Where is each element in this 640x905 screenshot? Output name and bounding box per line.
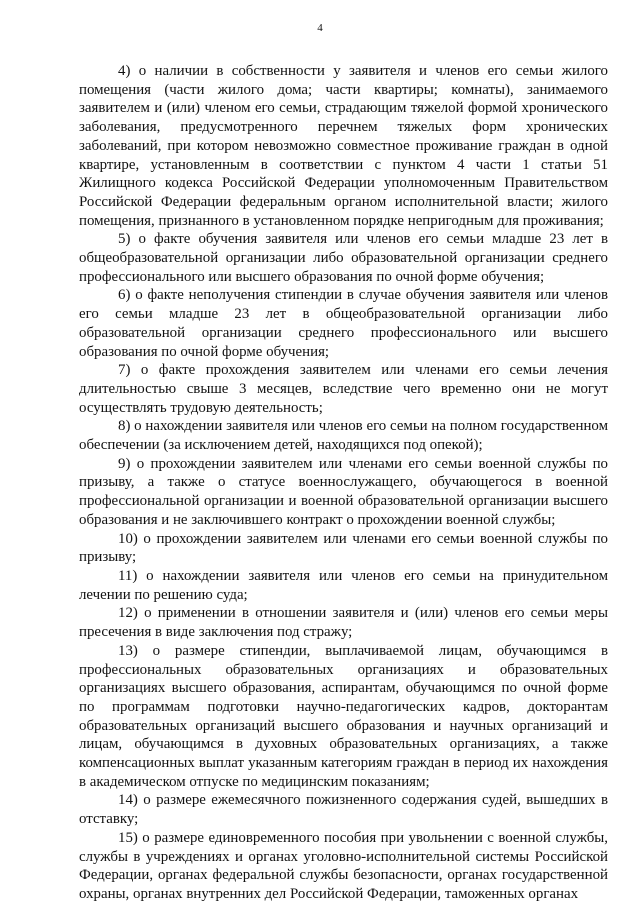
page-number: 4 — [317, 22, 323, 34]
paragraph-item-13: 13) о размере стипендии, выплачиваемой лицам, обучающимся в профессиональных образовательных организациях и образовательных организациях высшего образования, аспирантам, обучающимся по очной форме по программам подготовки научно-педагогических кадров, докторантам образовательных организаций высшего образования и научных организаций и лицам, обучающимся в духовных образовательных организациях, а также компенсационных выплат указанным категориям граждан в период их нахождения в академическом отпуске по медицинским показаниям; — [79, 642, 608, 790]
paragraph-item-6: 6) о факте неполучения стипендии в случае обучения заявителя или членов его семьи младше 23 лет в общеобразовательной организации либо образовательной организации среднего профессионального или высшего образования по очной форме обучения; — [79, 287, 608, 360]
paragraph-item-10: 10) о прохождении заявителем или членами его семьи военной службы по призыву; — [79, 530, 608, 566]
paragraph-item-8: 8) о нахождении заявителя или членов его семьи на полном государственном обеспечении (за исключением детей, находящихся под опекой); — [79, 418, 608, 454]
paragraph-item-5: 5) о факте обучения заявителя или членов его семьи младше 23 лет в общеобразовательной организации либо образовательной организации среднего профессионального или высшего образования по очной форме обучения; — [79, 231, 608, 285]
paragraph-item-4: 4) о наличии в собственности у заявителя и членов его семьи жилого помещения (части жилого дома; части квартиры; комнаты), занимаемого заявителем и (или) членом его семьи, страдающим тяжелой формой хронического заболевания, предусмотренного перечнем тяжелых форм хронических заболеваний, при котором невозможно совместное проживание граждан в одной квартире, установленным в соответствии с пунктом 4 части 1 статьи 51 Жилищного кодекса Российской Федерации уполномоченным Правительством Российской Федерации федеральным органом исполнительной власти; жилого помещения, признанного в установленном порядке непригодным для проживания; — [79, 63, 608, 229]
paragraph-item-7: 7) о факте прохождения заявителем или членами его семьи лечения длительностью свыше 3 месяцев, вследствие чего временно они не могут осуществлять трудовую деятельность; — [79, 362, 608, 416]
paragraph-item-11: 11) о нахождении заявителя или членов его семьи на принудительном лечении по решению суда; — [79, 567, 608, 603]
paragraph-item-15: 15) о размере единовременного пособия при увольнении с военной службы, службы в учреждениях и органах уголовно-исполнительной системы Российской Федерации, органах федеральной службы безопасности, органах государственной охраны, органах внутренних дел Российской Федерации, таможенных органах — [79, 829, 608, 902]
paragraph-item-9: 9) о прохождении заявителем или членами его семьи военной службы по призыву, а также о статусе военнослужащего, обучающегося в военной профессиональной организации и военной образовательной организации высшего образования и не заключившего контракт о прохождении военной службы; — [79, 455, 608, 528]
paragraph-item-14: 14) о размере ежемесячного пожизненного содержания судей, вышедших в отставку; — [79, 792, 608, 828]
document-body — [79, 62, 608, 904]
paragraph-item-12: 12) о применении в отношении заявителя и (или) членов его семьи меры пресечения в виде заключения под стражу; — [79, 605, 608, 641]
